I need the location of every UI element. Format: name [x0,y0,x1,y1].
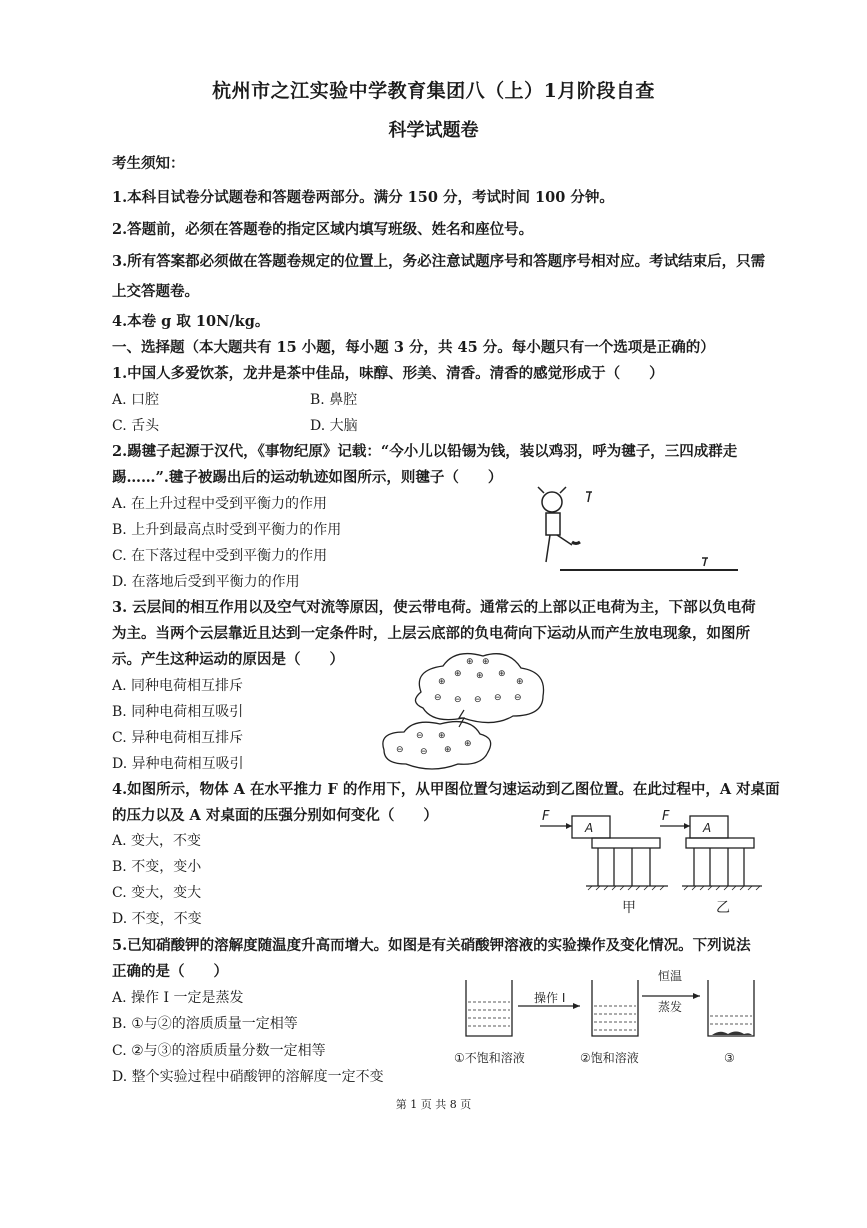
question-5-stem: 5.已知硝酸钾的溶解度随温度升高而增大。如图是有关硝酸钾溶液的实验操作及变化情况。下列说法 [112,937,751,954]
question-3-stem: 为主。当两个云层靠近且达到一定条件时，上层云底部的负电荷向下运动从而产生放电现象，如图所 [112,625,750,642]
svg-text:⊕: ⊕ [444,745,452,755]
q4-option-b: B. 不变，变小 [112,859,202,875]
q3-option-d: D. 异种电荷相互吸引 [112,756,244,772]
svg-text:⊖: ⊖ [396,745,404,755]
q4-option-c: C. 变大，变大 [112,885,202,901]
notice-item: 1.本科目试卷分试题卷和答题卷两部分。满分 150 分，考试时间 100 分钟。 [112,189,614,206]
svg-text:⊕: ⊕ [482,657,490,667]
svg-text:⊕: ⊕ [438,677,446,687]
svg-text:⊕: ⊕ [438,731,446,741]
svg-text:⊖: ⊖ [494,693,502,703]
question-2-stem: 2.踢毽子起源于汉代，《事物纪原》记载：“今小儿以铅锡为钱，装以鸡羽，呼为毽子，三四成群走 [112,443,738,460]
q3-option-c: C. 异种电荷相互排斥 [112,730,244,746]
svg-text:⊕: ⊕ [464,739,472,749]
q2-option-d: D. 在落地后受到平衡力的作用 [112,574,300,590]
question-3-stem: 3. 云层间的相互作用以及空气对流等原因，使云带电荷。通常云的上部以正电荷为主，下部以负电荷 [112,599,756,616]
force-label: F [662,809,670,824]
block-label: A [703,821,712,835]
notice-item: 3.所有答案都必须做在答题卷规定的位置上，务必注意试题序号和答题序号相对应。考试结束后，只需 [112,253,766,270]
question-2-stem: 踢……”.毽子被踢出后的运动轨迹如图所示，则毽子（ ） [112,469,503,486]
svg-text:⊖: ⊖ [416,731,424,741]
svg-text:⊖: ⊖ [434,693,442,703]
question-4-stem: 4.如图所示，物体 A 在水平推力 F 的作用下，从甲图位置匀速运动到乙图位置。在此过程中，A 对桌面 [112,781,780,798]
svg-text:⊕: ⊕ [476,671,484,681]
q1-option-a: A. 口腔 [112,392,160,408]
question-4-stem: 的压力以及 A 对桌面的压强分别如何变化（ ） [112,807,438,824]
beaker3-label: ③ [724,1051,735,1065]
beaker1-label: ①不饱和溶液 [454,1051,525,1065]
svg-text:⊕: ⊕ [498,669,506,679]
q5-option-b: B. ①与②的溶质质量一定相等 [112,1016,298,1032]
step1-label: 操作 I [534,991,566,1005]
q3-option-a: A. 同种电荷相互排斥 [112,678,244,694]
block-label: A [585,821,594,835]
force-label: F [542,809,550,824]
q1-option-b: B. 鼻腔 [310,392,358,408]
q4-option-a: A. 变大，不变 [112,833,202,849]
q3-option-b: B. 同种电荷相互吸引 [112,704,244,720]
label-yi: 乙 [716,900,730,916]
svg-text:⊕: ⊕ [466,657,474,667]
q2-option-a: A. 在上升过程中受到平衡力的作用 [112,496,328,512]
q1-option-c: C. 舌头 [112,418,160,434]
pressure-table-figure [536,804,766,924]
question-5-stem: 正确的是（ ） [112,963,228,980]
shuttlecock-kick-figure [520,480,745,590]
q5-option-a: A. 操作 I 一定是蒸发 [112,990,244,1006]
svg-text:⊕: ⊕ [516,677,524,687]
exam-title: 杭州市之江实验中学教育集团八（上）1月阶段自查 [212,80,655,102]
svg-text:⊖: ⊖ [454,695,462,705]
svg-text:⊖: ⊖ [420,747,428,757]
left-panel [540,809,668,916]
svg-text:⊖: ⊖ [474,695,482,705]
notice-item: 上交答题卷。 [112,283,199,300]
right-panel [660,809,762,916]
q5-option-d: D. 整个实验过程中硝酸钾的溶解度一定不变 [112,1069,384,1085]
question-1-stem: 1.中国人多爱饮茶，龙井是茶中佳品，味醇、形美、清香。清香的感觉形成于（ ） [112,365,664,382]
q4-option-d: D. 不变，不变 [112,911,202,927]
q1-option-d: D. 大脑 [310,418,358,434]
question-3-stem: 示。产生这种运动的原因是（ ） [112,651,344,668]
page-footer: 第 1 页 共 8 页 [395,1098,472,1111]
solution-experiment-figure [446,966,766,1074]
q2-option-b: B. 上升到最高点时受到平衡力的作用 [112,522,342,538]
beaker2-label: ②饱和溶液 [580,1051,639,1065]
charged-clouds-figure [376,642,556,772]
exam-subtitle: 科学试题卷 [388,120,479,141]
notice-item: 2.答题前，必须在答题卷的指定区域内填写班级、姓名和座位号。 [112,221,534,238]
label-jia: 甲 [622,900,636,916]
svg-text:⊖: ⊖ [514,693,522,703]
section-title: 一、选择题（本大题共有 15 小题，每小题 3 分，共 45 分。每小题只有一个选项是正确的） [112,339,715,356]
q5-option-c: C. ②与③的溶质质量分数一定相等 [112,1043,326,1059]
step2-label-2: 蒸发 [658,1000,683,1014]
notice-item: 4.本卷 g 取 10N/kg。 [112,313,270,330]
notice-heading: 考生须知： [112,155,185,172]
svg-text:⊕: ⊕ [454,669,462,679]
step2-label-1: 恒温 [658,969,683,983]
q2-option-c: C. 在下落过程中受到平衡力的作用 [112,548,328,564]
